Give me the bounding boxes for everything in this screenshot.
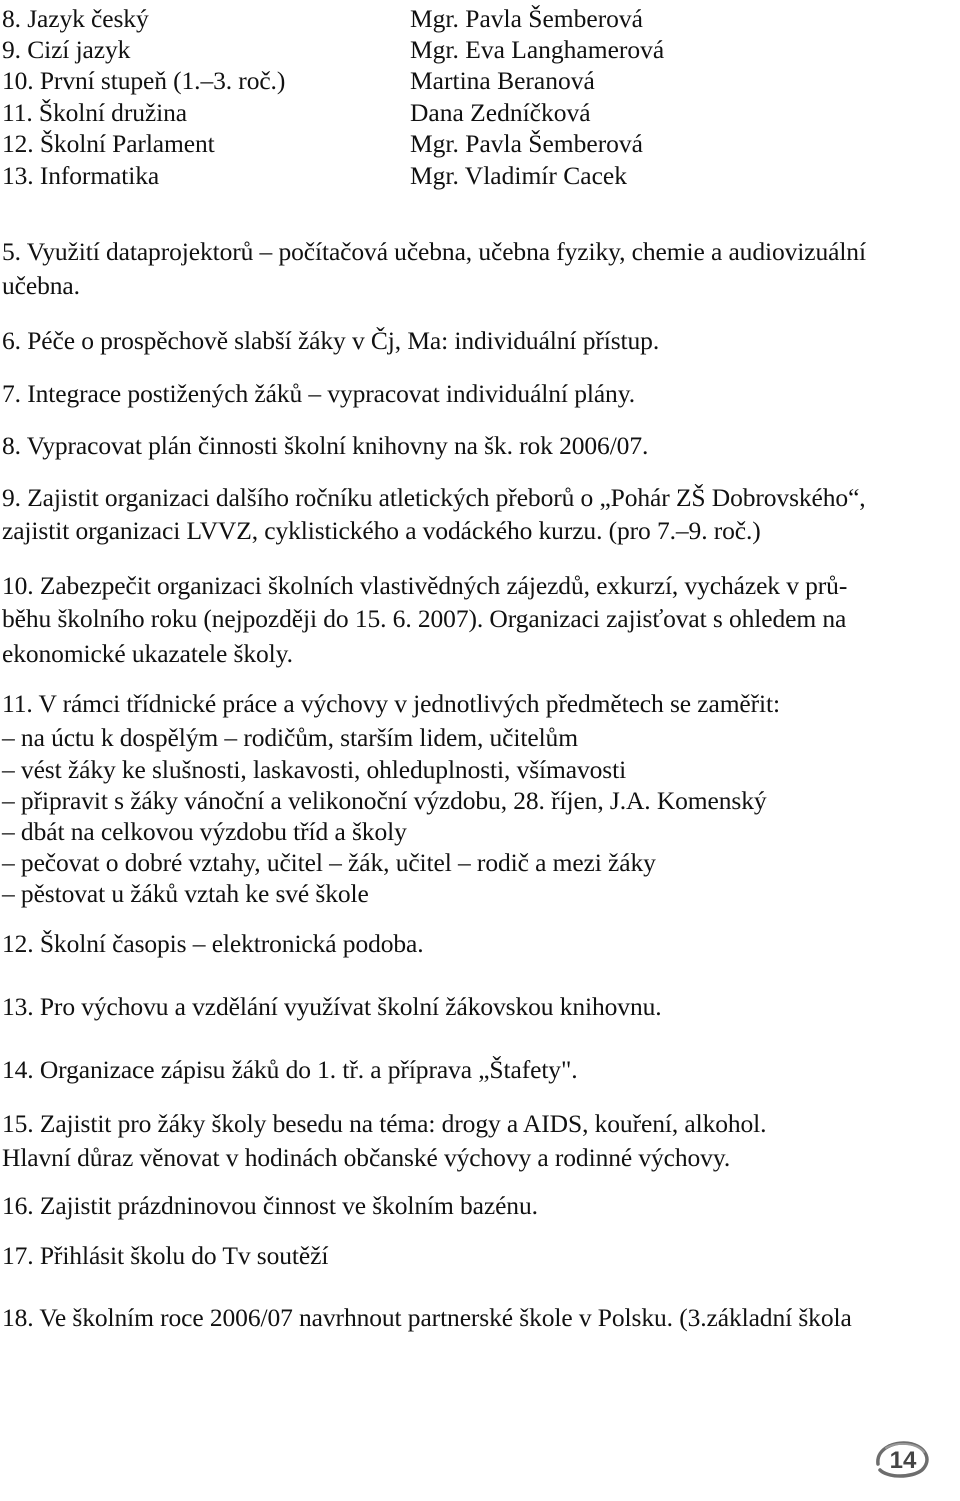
list-item: – vést žáky ke slušnosti, laskavosti, ohleduplnosti, všímavosti [2, 755, 627, 784]
list-item: 10. Zabezpečit organizaci školních vlastivědných zájezdů, exkurzí, vycházek v prů- [2, 571, 848, 600]
subject-label: 12. Školní Parlament [2, 129, 215, 158]
list-item: 11. V rámci třídnické práce a výchovy v jednotlivých předmětech se zaměřit: [2, 689, 780, 718]
page-number: 14 [889, 1447, 917, 1474]
list-item: – na úctu k dospělým – rodičům, starším lidem, učitelům [2, 723, 578, 752]
person-name: Mgr. Pavla Šemberová [410, 129, 643, 158]
list-item: 15. Zajistit pro žáky školy besedu na téma: drogy a AIDS, kouření, alkohol. [2, 1109, 767, 1138]
person-name: Mgr. Pavla Šemberová [410, 4, 643, 33]
subject-label: 8. Jazyk český [2, 4, 149, 33]
list-item: – připravit s žáky vánoční a velikonoční výzdobu, 28. říjen, J.A. Komenský [2, 786, 767, 815]
list-item: – pečovat o dobré vztahy, učitel – žák, učitel – rodič a mezi žáky [2, 848, 656, 877]
list-item: učebna. [2, 271, 80, 300]
list-item: zajistit organizaci LVVZ, cyklistického a vodáckého kurzu. (pro 7.–9. roč.) [2, 516, 761, 545]
person-name: Martina Beranová [410, 66, 595, 95]
list-item: – pěstovat u žáků vztah ke své škole [2, 879, 369, 908]
list-item: 17. Přihlásit školu do Tv soutěží [2, 1241, 329, 1270]
list-item: 9. Zajistit organizaci dalšího ročníku atletických přeborů o „Pohár ZŠ Dobrovského“, [2, 483, 866, 512]
page-number-badge [872, 1438, 934, 1478]
subject-label: 9. Cizí jazyk [2, 35, 131, 64]
list-item: 13. Pro výchovu a vzdělání využívat školní žákovskou knihovnu. [2, 992, 662, 1021]
list-item: 5. Využití dataprojektorů – počítačová učebna, učebna fyziky, chemie a audiovizuální [2, 237, 866, 266]
person-name: Mgr. Eva Langhamerová [410, 35, 665, 64]
page-number-swirl-icon [872, 1438, 934, 1478]
list-item: 8. Vypracovat plán činnosti školní knihovny na šk. rok 2006/07. [2, 431, 649, 460]
subject-label: 10. První stupeň (1.–3. roč.) [2, 66, 286, 95]
list-item: ekonomické ukazatele školy. [2, 639, 293, 668]
list-item: Hlavní důraz věnovat v hodinách občanské výchovy a rodinné výchovy. [2, 1143, 731, 1172]
person-name: Mgr. Vladimír Cacek [410, 161, 627, 190]
person-name: Dana Zedníčková [410, 98, 591, 127]
list-item: 18. Ve školním roce 2006/07 navrhnout partnerské škole v Polsku. (3.základní škola [2, 1303, 852, 1332]
list-item: běhu školního roku (nejpozději do 15. 6. 2007). Organizaci zajisťovat s ohledem na [2, 604, 847, 633]
list-item: 12. Školní časopis – elektronická podoba. [2, 929, 424, 958]
list-item: – dbát na celkovou výzdobu tříd a školy [2, 817, 407, 846]
list-item: 16. Zajistit prázdninovou činnost ve školním bazénu. [2, 1191, 538, 1220]
list-item: 6. Péče o prospěchově slabší žáky v Čj, Ma: individuální přístup. [2, 326, 660, 355]
subject-label: 11. Školní družina [2, 98, 187, 127]
list-item: 7. Integrace postižených žáků – vypracovat individuální plány. [2, 379, 635, 408]
list-item: 14. Organizace zápisu žáků do 1. tř. a příprava „Štafety". [2, 1055, 578, 1084]
subject-label: 13. Informatika [2, 161, 160, 190]
